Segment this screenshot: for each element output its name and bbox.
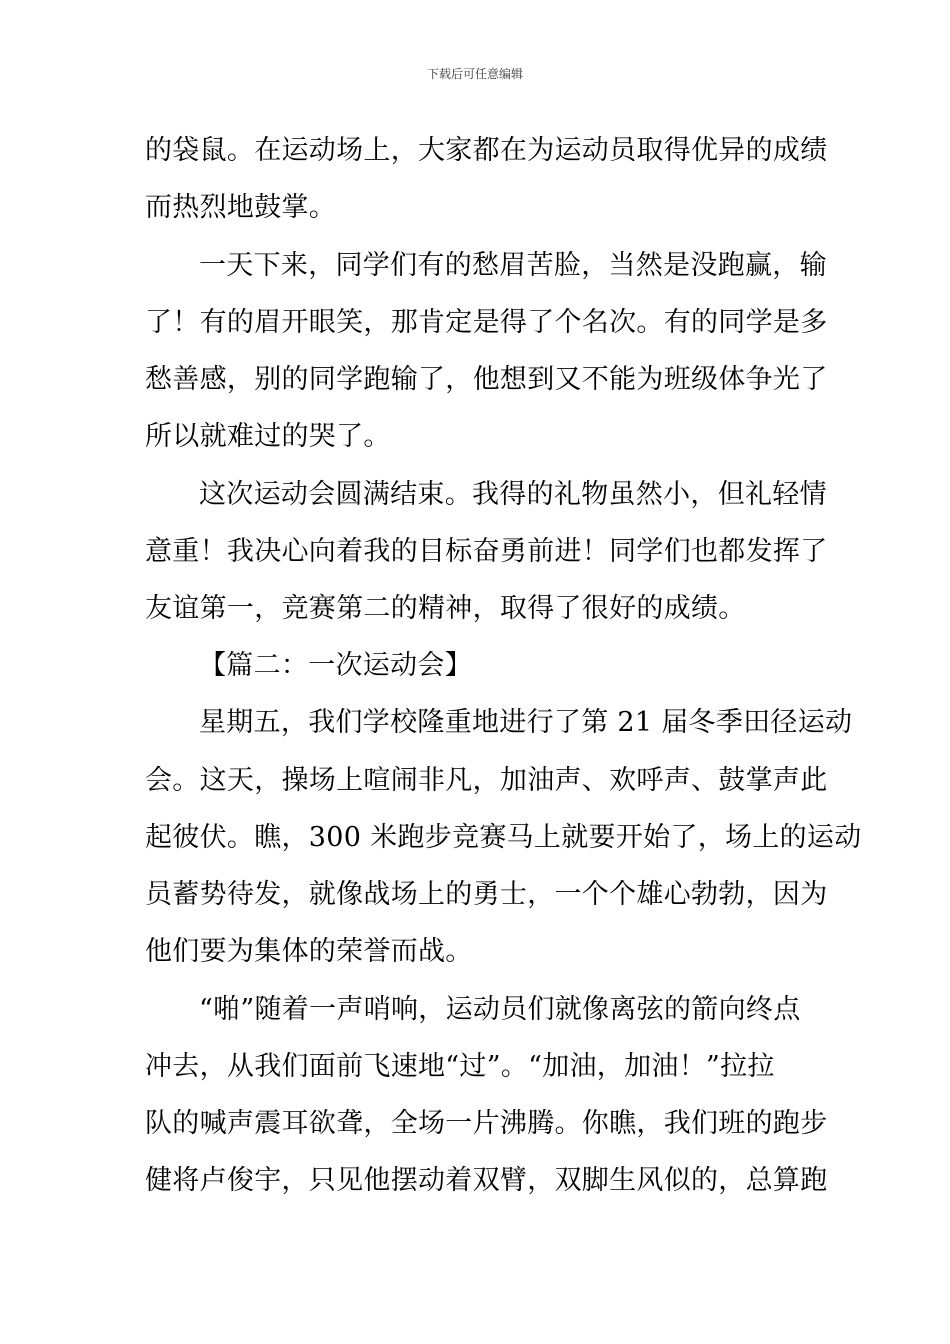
text-line: 而热烈地鼓掌。 — [145, 192, 337, 223]
text-line: 这次运动会圆满结束。我得的礼物虽然小，但礼轻情 — [199, 479, 827, 510]
text-line: 健将卢俊宇，只见他摆动着双臂，双脚生风似的，总算跑 — [145, 1165, 828, 1196]
text-line: 冲去，从我们面前飞速地“过”。“加油，加油！”拉拉 — [145, 1051, 775, 1082]
text-line: 愁善感，别的同学跑输了，他想到又不能为班级体争光了 — [145, 364, 828, 395]
text-line: 友谊第一，竞赛第二的精神，取得了很好的成绩。 — [145, 593, 746, 624]
page-header: 下载后可任意编辑 — [426, 67, 523, 81]
text-line: 起彼伏。瞧，300 米跑步竞赛马上就要开始了，场上的运动 — [145, 822, 862, 853]
text-line: 会。这天，操场上喧闹非凡，加油声、欢呼声、鼓掌声此 — [145, 765, 828, 796]
section-heading: 【篇二：一次运动会】 — [199, 650, 472, 681]
text-line: 他们要为集体的荣誉而战。 — [145, 936, 473, 967]
text-line: 了！有的眉开眼笑，那肯定是得了个名次。有的同学是多 — [145, 307, 828, 338]
text-line: 所以就难过的哭了。 — [145, 421, 391, 452]
text-line: 的袋鼠。在运动场上，大家都在为运动员取得优异的成绩 — [145, 135, 828, 166]
text-line: 员蓄势待发，就像战场上的勇士，一个个雄心勃勃，因为 — [145, 879, 828, 910]
text-line: 一天下来，同学们有的愁眉苦脸，当然是没跑赢，输 — [199, 250, 827, 281]
text-line: 星期五，我们学校隆重地进行了第 21 届冬季田径运动 — [199, 707, 853, 738]
text-line: 队的喊声震耳欲聋，全场一片沸腾。你瞧，我们班的跑步 — [145, 1108, 828, 1139]
text-line: 意重！我决心向着我的目标奋勇前进！同学们也都发挥了 — [145, 536, 828, 567]
text-line: “啪”随着一声哨响，运动员们就像离弦的箭向终点 — [199, 994, 801, 1025]
